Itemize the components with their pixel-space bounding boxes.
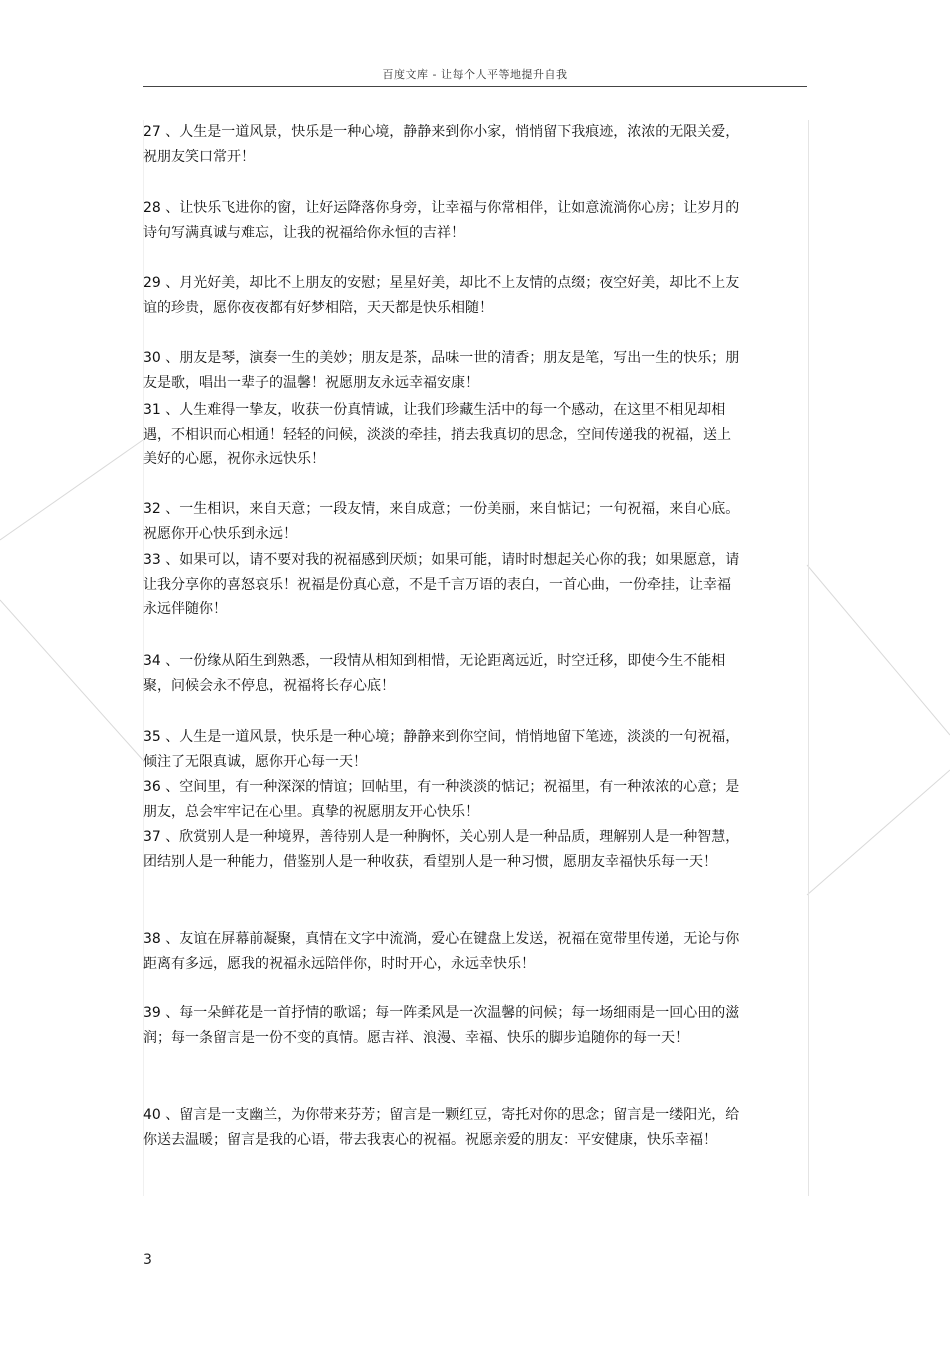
paragraph-37: 37 、欣赏别人是一种境界，善待别人是一种胸怀，关心别人是一种品质，理解别人是一种智慧，团结别人是一种能力，借鉴别人是一种收获，看望别人是一种习惯，愿朋友幸福快乐每一天！ xyxy=(143,829,740,870)
header-divider xyxy=(143,86,807,87)
paragraph-33: 33 、如果可以，请不要对我的祝福感到厌烦；如果可能，请时时想起关心你的我；如果愿意，请让我分享你的喜怒哀乐！祝福是份真心意，不是千言万语的表白，一首心曲，一份牵挂，让幸福永远伴随你！ xyxy=(143,552,740,617)
paragraph-36: 36 、空间里，有一种深深的情谊；回帖里，有一种淡淡的惦记；祝福里，有一种浓浓的心意；是朋友，总会牢牢记在心里。真挚的祝愿朋友开心快乐！ xyxy=(143,779,740,820)
paragraph-39: 39 、每一朵鲜花是一首抒情的歌谣；每一阵柔风是一次温馨的问候；每一场细雨是一回心田的滋润；每一条留言是一份不变的真情。愿吉祥、浪漫、幸福、快乐的脚步追随你的每一天！ xyxy=(143,1005,740,1046)
paragraph-31: 31 、人生难得一挚友，收获一份真情诚，让我们珍藏生活中的每一个感动，在这里不相见却相遇，不相识而心相通！轻轻的问候，淡淡的牵挂，捎去我真切的思念，空间传递我的祝福，送上美好的心愿，祝你永远快乐！ xyxy=(143,402,731,467)
paragraph-35: 35 、人生是一道风景，快乐是一种心境；静静来到你空间，悄悄地留下笔迹，淡淡的一句祝福，倾注了无限真诚，愿你开心每一天！ xyxy=(143,729,740,770)
paragraph-28: 28 、让快乐飞进你的窗，让好运降落你身旁，让幸福与你常相伴，让如意流淌你心房；让岁月的诗句写满真诚与难忘，让我的祝福给你永恒的吉祥！ xyxy=(143,200,740,241)
paragraph-29: 29 、月光好美，却比不上朋友的安慰；星星好美，却比不上友情的点缀；夜空好美，却比不上友谊的珍贵，愿你夜夜都有好梦相陪，天天都是快乐相随！ xyxy=(143,275,740,316)
paragraph-38: 38 、友谊在屏幕前凝聚，真情在文字中流淌，爱心在键盘上发送，祝福在宽带里传递，无论与你距离有多远，愿我的祝福永远陪伴你，时时开心，永远幸快乐！ xyxy=(143,931,740,972)
page-header: 百度文库 - 让每个人平等地提升自我 xyxy=(382,68,568,81)
paragraph-40: 40 、留言是一支幽兰，为你带来芬芳；留言是一颗红豆，寄托对你的思念；留言是一缕阳光，给你送去温暖；留言是我的心语，带去我衷心的祝福。祝愿亲爱的朋友：平安健康，快乐幸福！ xyxy=(143,1107,740,1148)
paragraph-27: 27 、人生是一道风景，快乐是一种心境，静静来到你小家，悄悄留下我痕迹，浓浓的无限关爱，祝朋友笑口常开！ xyxy=(143,124,740,165)
page-number: 3 xyxy=(143,1252,152,1268)
paragraph-30: 30 、朋友是琴，演奏一生的美妙；朋友是茶，品味一世的清香；朋友是笔，写出一生的快乐；朋友是歌，唱出一辈子的温馨！祝愿朋友永远幸福安康！ xyxy=(143,350,740,391)
paragraph-32: 32 、一生相识，来自天意；一段友情，来自成意；一份美丽，来自惦记；一句祝福，来自心底。祝愿你开心快乐到永远！ xyxy=(143,501,740,542)
paragraph-34: 34 、一份缘从陌生到熟悉，一段情从相知到相惜，无论距离远近，时空迁移，即使今生不能相聚，问候会永不停息，祝福将长存心底！ xyxy=(143,653,726,694)
